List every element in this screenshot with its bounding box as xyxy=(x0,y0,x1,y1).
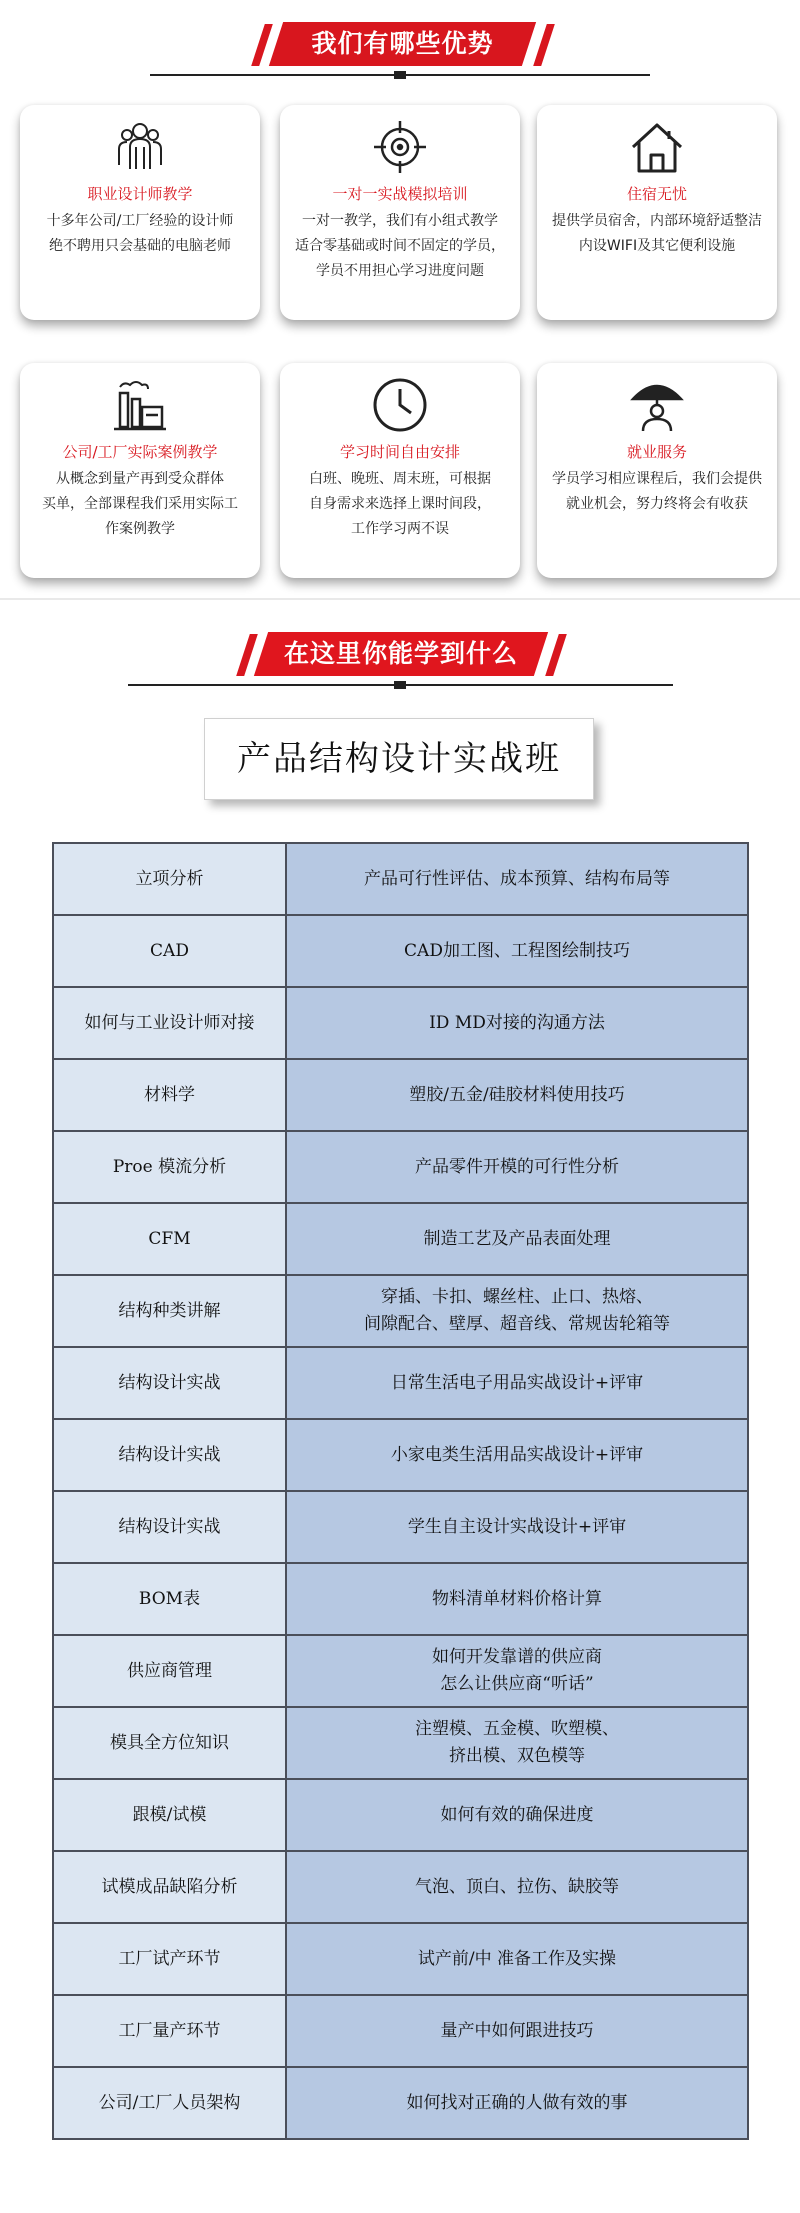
content-line: 如何找对正确的人做有效的事 xyxy=(406,2092,628,2113)
content-line: CAD加工图、工程图绘制技巧 xyxy=(404,940,630,961)
content-line: 间隙配合、壁厚、超音线、常规齿轮箱等 xyxy=(364,1314,670,1334)
topic-cell: 如何与工业设计师对接 xyxy=(53,987,286,1059)
content-line: 小家电类生活用品实战设计+评审 xyxy=(390,1444,644,1465)
content-line: 产品可行性评估、成本预算、结构布局等 xyxy=(364,868,670,889)
content-line: 穿插、卡扣、螺丝柱、止口、热熔、 xyxy=(381,1287,653,1307)
content-cell xyxy=(286,915,748,987)
table-row xyxy=(53,987,748,1059)
topic-cell: 试模成品缺陷分析 xyxy=(53,1851,286,1923)
table-row xyxy=(53,1995,748,2067)
advantage-desc: 白班、晚班、周末班，可根据 自身需求来选择上课时间段， 工作学习两不误 xyxy=(309,471,491,537)
content-cell xyxy=(286,1347,748,1419)
course-title: 产品结构设计实战班 xyxy=(204,718,594,800)
topic-cell: 结构种类讲解 xyxy=(53,1275,286,1347)
content-line: 产品零件开模的可行性分析 xyxy=(415,1156,619,1177)
topic-cell: 工厂试产环节 xyxy=(53,1923,286,1995)
topic-cell: 结构设计实战 xyxy=(53,1491,286,1563)
topic-cell: CAD xyxy=(53,915,286,987)
table-row xyxy=(53,1563,748,1635)
topic-cell: 跟模/试模 xyxy=(53,1779,286,1851)
target-icon xyxy=(370,117,430,177)
topic-cell: 模具全方位知识 xyxy=(53,1707,286,1779)
curriculum-table xyxy=(52,842,749,2140)
content-cell xyxy=(286,2067,748,2139)
content-line: ID MD对接的沟通方法 xyxy=(429,1012,605,1033)
content-cell xyxy=(286,1419,748,1491)
team-icon xyxy=(110,117,170,177)
advantage-title: 住宿无忧 xyxy=(626,185,687,203)
advantage-title: 公司/工厂实际案例教学 xyxy=(62,443,218,461)
content-cell xyxy=(286,1131,748,1203)
advantage-card-4 xyxy=(20,363,260,578)
umbrella-person-icon xyxy=(627,375,687,435)
table-row xyxy=(53,1491,748,1563)
content-line: 学生自主设计实战设计+评审 xyxy=(407,1516,627,1537)
table-row xyxy=(53,1779,748,1851)
content-line: 制造工艺及产品表面处理 xyxy=(423,1228,611,1249)
table-row xyxy=(53,1707,748,1779)
content-line: 气泡、顶白、拉伤、缺胶等 xyxy=(415,1876,619,1897)
content-line: 物料清单材料价格计算 xyxy=(432,1588,602,1609)
advantage-card-2 xyxy=(280,105,520,320)
table-row xyxy=(53,1059,748,1131)
table-row xyxy=(53,843,748,915)
content-line: 怎么让供应商“听话” xyxy=(440,1674,594,1694)
content-cell xyxy=(286,1995,748,2067)
topic-cell: 公司/工厂人员架构 xyxy=(53,2067,286,2139)
advantage-title: 一对一实战模拟培训 xyxy=(332,185,468,203)
table-row xyxy=(53,1635,748,1707)
advantages-banner xyxy=(0,22,800,82)
content-cell xyxy=(286,1491,748,1563)
clock-icon xyxy=(370,375,430,435)
content-line: 塑胶/五金/硅胶材料使用技巧 xyxy=(409,1084,625,1105)
advantage-title: 职业设计师教学 xyxy=(87,185,193,203)
content-cell xyxy=(286,987,748,1059)
advantage-card-3 xyxy=(537,105,777,320)
content-line: 日常生活电子用品实战设计+评审 xyxy=(390,1372,644,1393)
content-cell xyxy=(286,1635,748,1707)
table-row xyxy=(53,915,748,987)
content-cell xyxy=(286,1707,748,1779)
topic-cell: BOM表 xyxy=(53,1563,286,1635)
topic-cell: 结构设计实战 xyxy=(53,1419,286,1491)
table-row xyxy=(53,1131,748,1203)
content-cell xyxy=(286,1059,748,1131)
topic-cell: CFM xyxy=(53,1203,286,1275)
table-row xyxy=(53,1923,748,1995)
learn-banner xyxy=(0,632,800,692)
topic-cell: 工厂量产环节 xyxy=(53,1995,286,2067)
topic-cell: 供应商管理 xyxy=(53,1635,286,1707)
content-line: 试产前/中 准备工作及实操 xyxy=(417,1948,617,1969)
advantage-desc: 从概念到量产再到受众群体 买单，全部课程我们采用实际工 作案例教学 xyxy=(42,471,238,537)
topic-cell: 材料学 xyxy=(53,1059,286,1131)
table-row xyxy=(53,1851,748,1923)
table-row xyxy=(53,1419,748,1491)
advantage-desc: 学员学习相应课程后，我们会提供 就业机会，努力终将会有收获 xyxy=(552,471,762,512)
advantage-desc: 十多年公司/工厂经验的设计师 绝不聘用只会基础的电脑老师 xyxy=(46,213,234,254)
advantage-desc: 一对一教学，我们有小组式教学 适合零基础或时间不固定的学员， 学员不用担心学习进度问题 xyxy=(295,213,505,279)
content-line: 如何有效的确保进度 xyxy=(440,1804,594,1825)
content-cell xyxy=(286,1851,748,1923)
table-row xyxy=(53,1203,748,1275)
content-cell xyxy=(286,1779,748,1851)
topic-cell: 立项分析 xyxy=(53,843,286,915)
house-icon xyxy=(627,117,687,177)
content-line: 量产中如何跟进技巧 xyxy=(440,2020,594,2041)
content-cell xyxy=(286,843,748,915)
advantage-card-1 xyxy=(20,105,260,320)
table-row xyxy=(53,1275,748,1347)
content-cell xyxy=(286,1923,748,1995)
content-cell xyxy=(286,1563,748,1635)
advantage-desc: 提供学员宿舍，内部环境舒适整洁 内设WIFI及其它便利设施 xyxy=(552,213,762,254)
content-cell xyxy=(286,1203,748,1275)
learn-title: 在这里你能学到什么 xyxy=(283,639,518,668)
advantage-card-5 xyxy=(280,363,520,578)
table-row xyxy=(53,2067,748,2139)
factory-icon xyxy=(110,375,170,435)
content-line: 挤出模、双色模等 xyxy=(449,1746,585,1766)
topic-cell: Proe 模流分析 xyxy=(53,1131,286,1203)
advantage-title: 就业服务 xyxy=(626,443,687,461)
content-cell xyxy=(286,1275,748,1347)
section-divider xyxy=(0,598,800,600)
table-row xyxy=(53,1347,748,1419)
advantages-title: 我们有哪些优势 xyxy=(311,29,494,58)
topic-cell: 结构设计实战 xyxy=(53,1347,286,1419)
advantage-title: 学习时间自由安排 xyxy=(339,443,460,461)
content-line: 注塑模、五金模、吹塑模、 xyxy=(415,1719,619,1739)
advantage-card-6 xyxy=(537,363,777,578)
content-line: 如何开发靠谱的供应商 xyxy=(432,1647,602,1667)
